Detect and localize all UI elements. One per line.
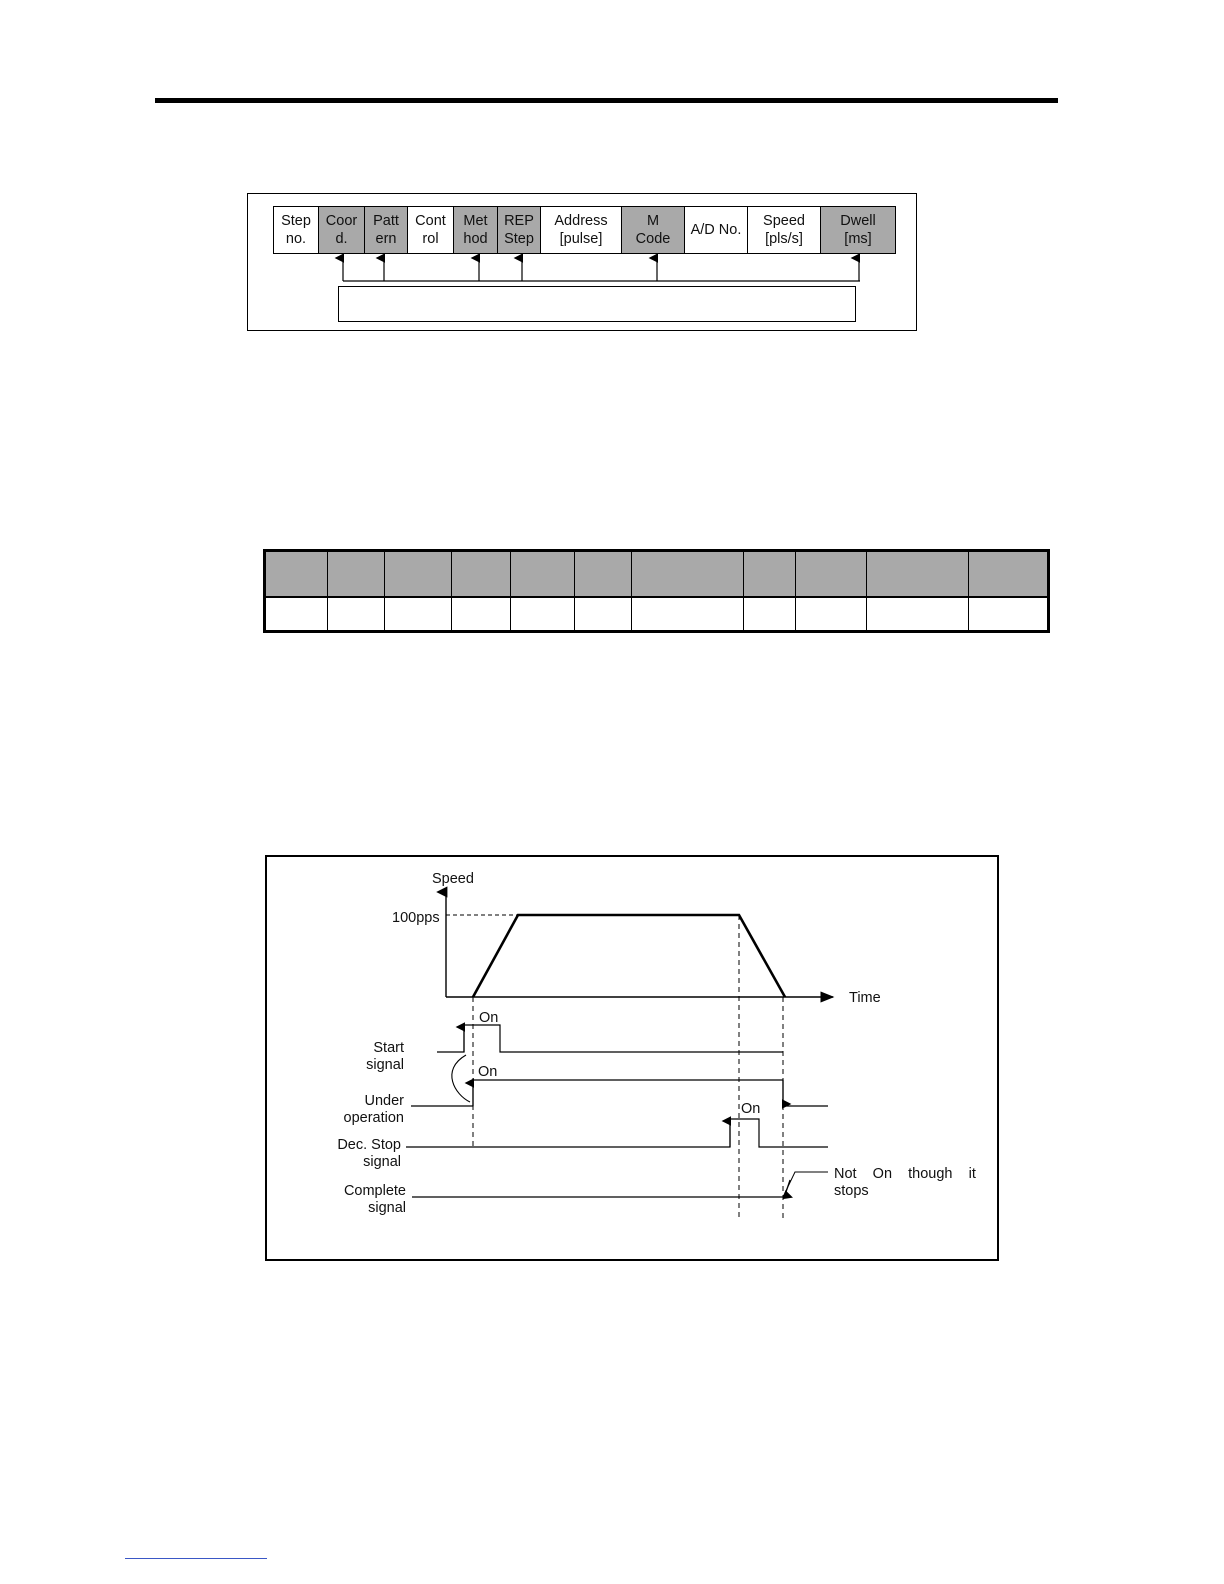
- step-table-cell-rep-step: REP Step: [498, 207, 541, 253]
- complete-signal-note: Not On though it stops: [834, 1166, 976, 1199]
- step-table-cell-ad-no: A/D No.: [685, 207, 748, 253]
- dec-stop-signal-wave: [406, 1119, 828, 1147]
- time-axis-label: Time: [849, 990, 881, 1006]
- start-signal-wave: [437, 1025, 783, 1052]
- start-signal-label: Start signal: [366, 1040, 404, 1073]
- dec-on-label: On: [741, 1101, 761, 1117]
- under-operation-label: Under operation: [343, 1093, 404, 1126]
- start-on-label: On: [479, 1010, 499, 1026]
- speed-profile: [473, 915, 785, 997]
- step-table-cell-step-no: Step no.: [274, 207, 319, 253]
- step-table-cell-address: Address [pulse]: [541, 207, 622, 253]
- dec-stop-signal-label: Dec. Stop signal: [337, 1137, 401, 1170]
- complete-signal-label: Complete signal: [343, 1183, 406, 1216]
- step-table-cell-speed: Speed [pls/s]: [748, 207, 821, 253]
- step-table-cell-dwell: Dwell [ms]: [821, 207, 895, 253]
- step-table-cell-pattern: Patt ern: [365, 207, 408, 253]
- step-table-cell-method: Met hod: [454, 207, 498, 253]
- step-table-cell-coord: Coor d.: [319, 207, 365, 253]
- under-on-label: On: [478, 1064, 498, 1080]
- footer-link[interactable]: [125, 1558, 267, 1559]
- step-table-cell-control: Cont rol: [408, 207, 454, 253]
- speed-value-label: 100pps: [392, 910, 440, 926]
- speed-axis-label: Speed: [432, 871, 474, 887]
- step-table-cell-m-code: M Code: [622, 207, 685, 253]
